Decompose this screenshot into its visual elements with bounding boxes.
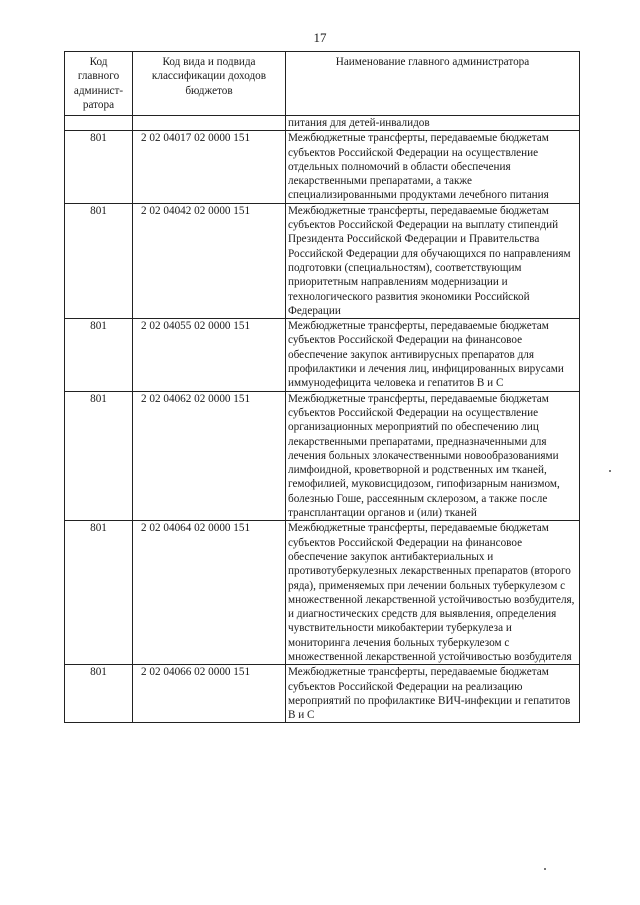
continuation-empty-1 — [65, 116, 133, 131]
table-row — [65, 521, 580, 665]
scan-speck — [609, 470, 611, 472]
admin-code-cell: 801 — [65, 521, 133, 665]
admin-name-cell: Межбюджетные трансферты, передаваемые бюджетам субъектов Российской Федерации на осуществление отдельных полномочий в области обеспечения лекарственными препаратами, а также специализированными продуктами лечебного питания — [286, 131, 580, 203]
income-code-cell: 2 02 04055 02 0000 151 — [133, 319, 286, 391]
admin-name-cell: Межбюджетные трансферты, передаваемые бюджетам субъектов Российской Федерации на реализацию мероприятий по профилактике ВИЧ-инфекции и гепатитов B и C — [286, 665, 580, 723]
income-code-cell: 2 02 04066 02 0000 151 — [133, 665, 286, 723]
admin-name-cell: Межбюджетные трансферты, передаваемые бюджетам субъектов Российской Федерации на выплату стипендий Президента Российской Федерации и Правительства Российской Федерации для обучающихся по направлениям подготовки (специальностям), соответствующим приоритетным направлениям модернизации и технологического развития экономики Российской Федерации — [286, 203, 580, 318]
table-row — [65, 203, 580, 318]
admin-name-cell: Межбюджетные трансферты, передаваемые бюджетам субъектов Российской Федерации на финансовое обеспечение закупок антибактериальных и противотуберкулезных лекарственных препаратов (второго ряда), применяемых при лечении больных туберкулезом с множественной лекарственной устойчивостью возбудителя, и диагностических средств для выявления, определения чувствительности микобактерии туберкулеза и мониторинга лечения больных туберкулезом с множественной лекарственной устойчивостью возбудителя — [286, 521, 580, 665]
income-code-cell: 2 02 04042 02 0000 151 — [133, 203, 286, 318]
admin-code-cell: 801 — [65, 665, 133, 723]
continuation-text: питания для детей-инвалидов — [286, 116, 580, 131]
income-administrators-table — [64, 51, 580, 723]
admin-code-cell: 801 — [65, 391, 133, 521]
admin-code-cell: 801 — [65, 319, 133, 391]
table-row — [65, 665, 580, 723]
table-row — [65, 319, 580, 391]
table-header-row — [65, 52, 580, 116]
scan-speck — [544, 868, 546, 870]
income-code-cell: 2 02 04017 02 0000 151 — [133, 131, 286, 203]
continuation-empty-2 — [133, 116, 286, 131]
page-number: 17 — [313, 30, 327, 45]
table-row — [65, 391, 580, 521]
admin-name-cell: Межбюджетные трансферты, передаваемые бюджетам субъектов Российской Федерации на финансовое обеспечение закупок антивирусных препаратов для профилактики и лечения лиц, инфицированных вирусами иммунодефицита человека и гепатитов B и C — [286, 319, 580, 391]
header-admin-name: Наименование главного администратора — [286, 52, 580, 116]
admin-name-cell: Межбюджетные трансферты, передаваемые бюджетам субъектов Российской Федерации на осуществление организационных мероприятий по обеспечению лиц лекарственными препаратами, предназначенными для лечения больных злокачественными новообразованиями лимфоидной, кроветворной и родственных им тканей, гемофилией, муковисцидозом, гипофизарным нанизмом, болезнью Гоше, рассеянным склерозом, а также после трансплантации органов и (или) тканей — [286, 391, 580, 521]
header-admin-code: Код главного админист-ратора — [65, 52, 133, 116]
continuation-row — [65, 116, 580, 131]
income-code-cell: 2 02 04062 02 0000 151 — [133, 391, 286, 521]
admin-code-cell: 801 — [65, 203, 133, 318]
admin-code-cell: 801 — [65, 131, 133, 203]
table-row — [65, 131, 580, 203]
header-income-code: Код вида и подвида классификации доходов бюджетов — [133, 52, 286, 116]
income-code-cell: 2 02 04064 02 0000 151 — [133, 521, 286, 665]
